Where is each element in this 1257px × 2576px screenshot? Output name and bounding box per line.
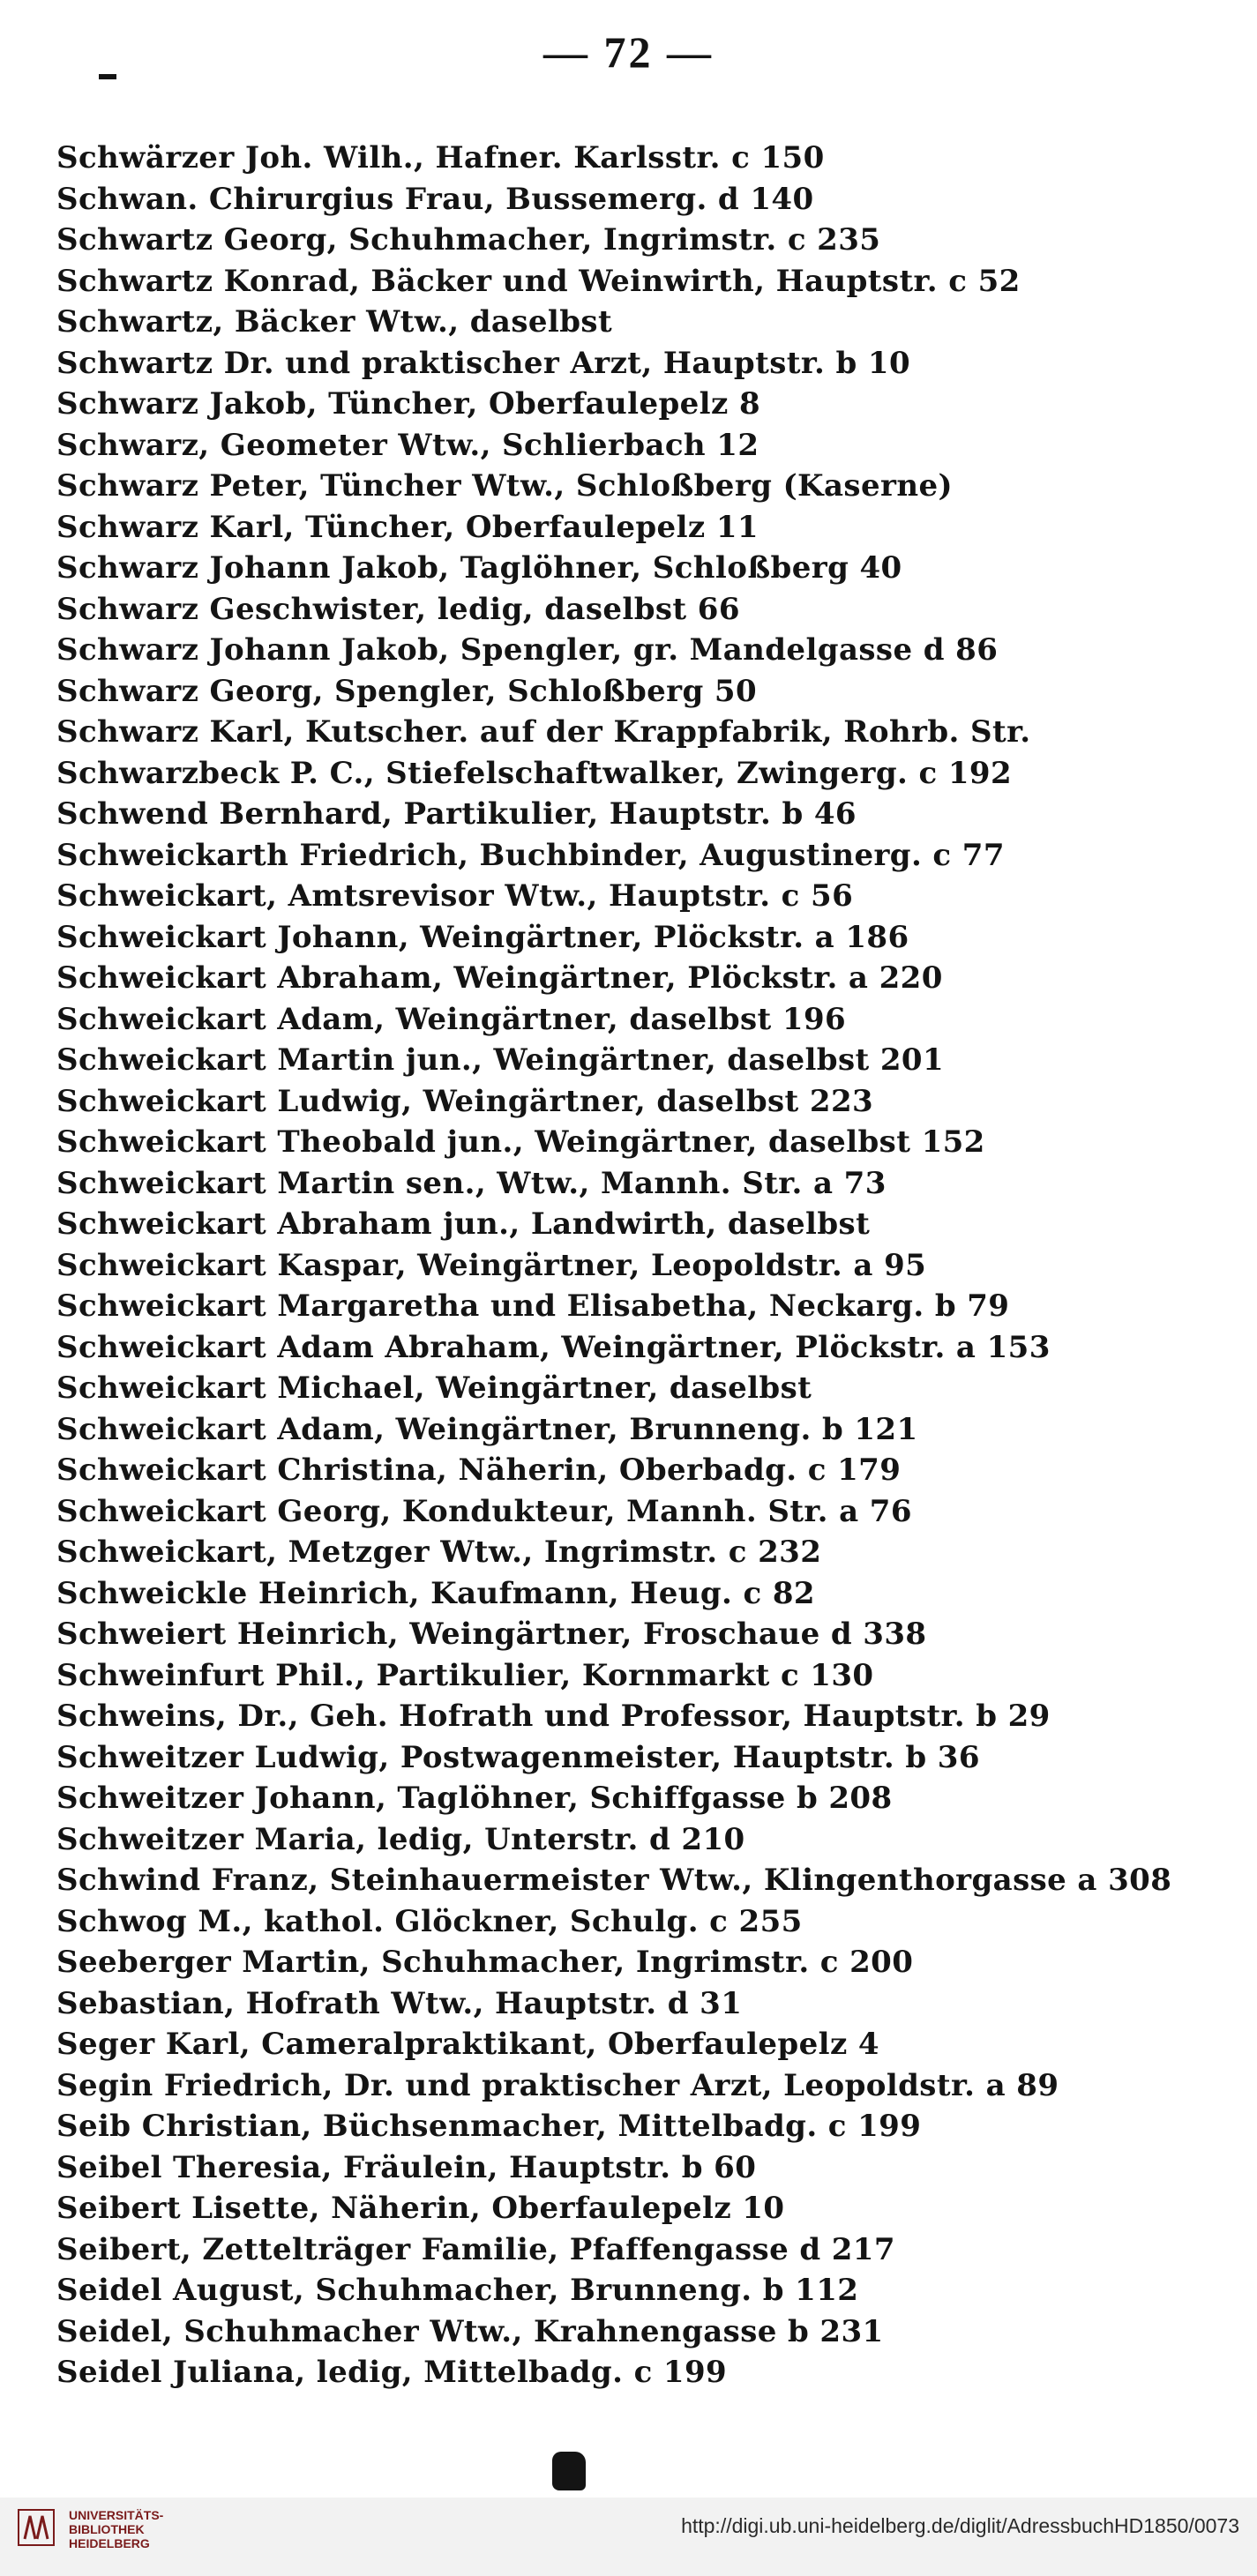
directory-entry: Schwarz Peter, Tüncher Wtw., Schloßberg (Kaserne) [56,468,953,504]
directory-entry: Segin Friedrich, Dr. und praktischer Arzt, Leopoldstr. a 89 [56,2067,1059,2103]
directory-entries [56,138,1221,2393]
directory-entry: Schweickart Kaspar, Weingärtner, Leopoldstr. a 95 [56,1247,927,1283]
directory-entry: Sebastian, Hofrath Wtw., Hauptstr. d 31 [56,1985,743,2021]
directory-entry: Schwend Bernhard, Partikulier, Hauptstr. b 46 [56,796,857,832]
directory-entry: Schweickart Theobald jun., Weingärtner, daselbst 152 [56,1124,985,1160]
directory-entry: Schweickart Michael, Weingärtner, daselbst [56,1370,812,1406]
directory-entry: Schweickart Ludwig, Weingärtner, daselbst 223 [56,1083,874,1119]
source-url-link[interactable]: http://digi.ub.uni-heidelberg.de/diglit/AdressbuchHD1850/0073 [681,2514,1239,2537]
directory-entry: Schwog M., kathol. Glöckner, Schulg. c 255 [56,1903,803,1939]
directory-entry: Seger Karl, Cameralpraktikant, Oberfaulepelz 4 [56,2027,879,2062]
directory-entry: Schweickart Margaretha und Elisabetha, Neckarg. b 79 [56,1288,1010,1324]
directory-entry: Seidel Juliana, ledig, Mittelbadg. c 199 [56,2355,728,2390]
directory-entry: Schweickle Heinrich, Kaufmann, Heug. c 82 [56,1575,815,1611]
directory-entry: Schweickart Abraham jun., Landwirth, daselbst [56,1206,871,1242]
directory-entry: Schweitzer Johann, Taglöhner, Schiffgasse b 208 [56,1781,893,1816]
directory-entry: Schwartz, Bäcker Wtw., daselbst [56,304,613,340]
directory-entry: Schweickart Martin jun., Weingärtner, daselbst 201 [56,1042,945,1078]
library-name-line-3: HEIDELBERG [69,2536,150,2550]
directory-entry: Schweickart Johann, Weingärtner, Plöckstr. a 186 [56,919,909,955]
directory-entry: Schwarz Karl, Kutscher. auf der Krappfabrik, Rohrb. Str. [56,714,1031,750]
directory-entry: Schwärzer Joh. Wilh., Hafner. Karlsstr. c 150 [56,140,825,175]
directory-entry: Schweickart Adam, Weingärtner, daselbst 196 [56,1001,847,1037]
directory-entry: Seidel, Schuhmacher Wtw., Krahnengasse b 231 [56,2313,884,2349]
directory-entry: Schweins, Dr., Geh. Hofrath und Professor, Hauptstr. b 29 [56,1699,1051,1734]
ink-blot [552,2452,586,2490]
university-seal-icon [18,2509,55,2546]
directory-entry: Schwarz Johann Jakob, Spengler, gr. Mandelgasse d 86 [56,632,999,668]
directory-entry: Schweitzer Ludwig, Postwagenmeister, Hauptstr. b 36 [56,1739,980,1775]
directory-entry: Schweickart Martin sen., Wtw., Mannh. Str. a 73 [56,1165,887,1201]
library-name [69,2508,163,2550]
directory-entry: Seibert Lisette, Näherin, Oberfaulepelz 10 [56,2191,785,2226]
directory-entry: Schwarz, Geometer Wtw., Schlierbach 12 [56,427,759,463]
directory-entry: Schwartz Georg, Schuhmacher, Ingrimstr. c 235 [56,222,881,258]
library-name-line-2: BIBLIOTHEK [69,2522,145,2536]
directory-entry: Seib Christian, Büchsenmacher, Mittelbadg. c 199 [56,2109,922,2144]
directory-entry: Seibel Theresia, Fräulein, Hauptstr. b 60 [56,2149,757,2185]
directory-entry: Schwarz Johann Jakob, Taglöhner, Schloßberg 40 [56,550,902,586]
page-number: — 72 — [543,27,714,77]
directory-entry: Schweickart Christina, Näherin, Oberbadg. c 179 [56,1452,902,1488]
directory-entry: Schwarz Georg, Spengler, Schloßberg 50 [56,673,757,709]
ink-mark [99,74,116,79]
directory-entry: Schwarz Geschwister, ledig, daselbst 66 [56,591,740,627]
directory-entry: Schweickarth Friedrich, Buchbinder, Augustinerg. c 77 [56,837,1005,873]
directory-entry: Schwarz Jakob, Tüncher, Oberfaulepelz 8 [56,386,760,422]
directory-entry: Schweickart, Metzger Wtw., Ingrimstr. c 232 [56,1534,822,1570]
directory-entry: Seeberger Martin, Schuhmacher, Ingrimstr. c 200 [56,1945,914,1980]
directory-entry: Schweickart Adam, Weingärtner, Brunneng. b 121 [56,1411,918,1447]
directory-entry: Schweinfurt Phil., Partikulier, Kornmarkt c 130 [56,1657,874,1693]
directory-entry: Schweickart Abraham, Weingärtner, Plöckstr. a 220 [56,960,943,996]
directory-entry: Schwartz Dr. und praktischer Arzt, Hauptstr. b 10 [56,345,911,381]
directory-entry: Schwartz Konrad, Bäcker und Weinwirth, Hauptstr. c 52 [56,263,1021,299]
directory-entry: Seidel August, Schuhmacher, Brunneng. b 112 [56,2273,859,2308]
directory-entry: Schwarz Karl, Tüncher, Oberfaulepelz 11 [56,509,759,545]
directory-entry: Schweickart Adam Abraham, Weingärtner, Plöckstr. a 153 [56,1329,1051,1365]
directory-entry: Seibert, Zettelträger Familie, Pfaffengasse d 217 [56,2231,895,2267]
directory-entry: Schweickart, Amtsrevisor Wtw., Hauptstr. c 56 [56,878,854,914]
directory-entry: Schweiert Heinrich, Weingärtner, Froschaue d 338 [56,1617,927,1652]
directory-entry: Schweickart Georg, Kondukteur, Mannh. Str. a 76 [56,1493,912,1529]
directory-entry: Schwan. Chirurgius Frau, Bussemerg. d 140 [56,181,814,217]
library-name-line-1: UNIVERSITÄTS- [69,2508,164,2522]
directory-entry: Schwind Franz, Steinhauermeister Wtw., Klingenthorgasse a 308 [56,1863,1172,1898]
directory-entry: Schwarzbeck P. C., Stiefelschaftwalker, Zwingerg. c 192 [56,755,1013,791]
directory-entry: Schweitzer Maria, ledig, Unterstr. d 210 [56,1821,745,1857]
